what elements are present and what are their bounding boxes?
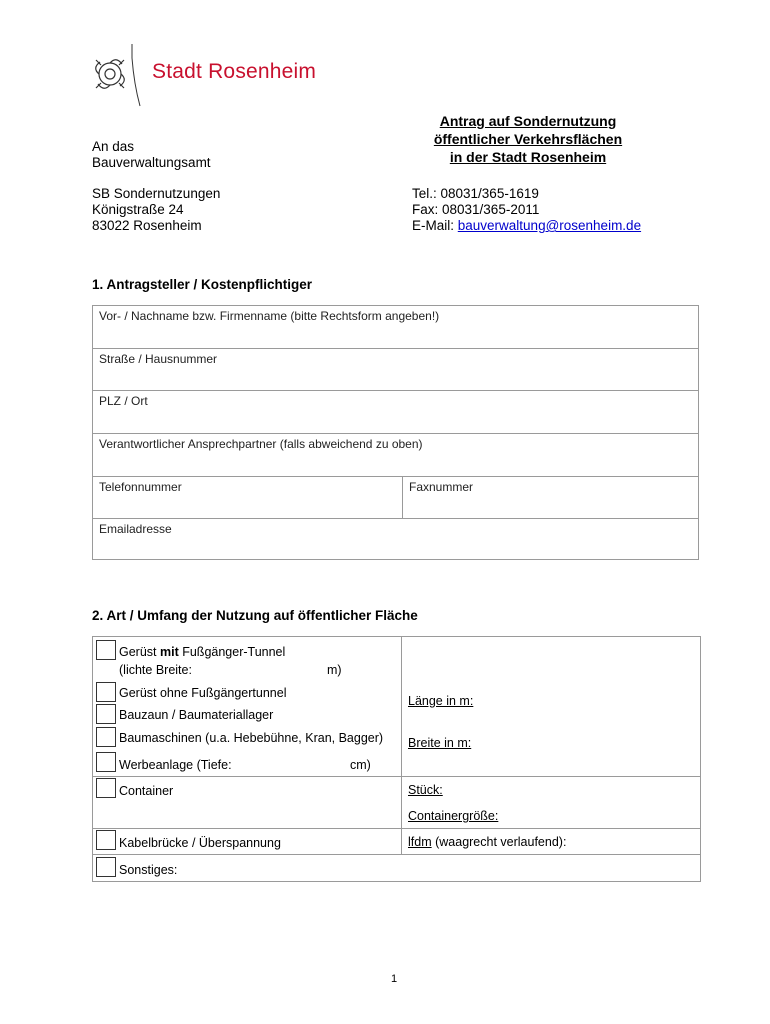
recipient-block xyxy=(92,139,211,171)
phone-input[interactable] xyxy=(97,495,398,515)
opt1-bold: mit xyxy=(160,645,179,659)
row-divider xyxy=(93,854,700,855)
title-line: Antrag auf Sondernutzung xyxy=(439,113,617,129)
title-line: in der Stadt Rosenheim xyxy=(449,149,607,165)
recipient-line: 83022 Rosenheim xyxy=(92,218,202,233)
email-input[interactable] xyxy=(97,537,694,557)
scaffold-with-tunnel-checkbox[interactable] xyxy=(96,640,116,660)
fax-label: Faxnummer xyxy=(409,480,474,494)
email-link[interactable]: bauverwaltung@rosenheim.de xyxy=(457,218,642,233)
clear-width-label: (lichte Breite: xyxy=(119,663,192,677)
opt1-text: Gerüst xyxy=(119,645,160,659)
container-label: Container xyxy=(119,784,174,798)
cable-bridge-checkbox[interactable] xyxy=(96,830,116,850)
contact-person-row xyxy=(93,433,698,475)
fax-input[interactable] xyxy=(407,495,694,515)
row-divider xyxy=(93,828,700,829)
column-divider xyxy=(402,477,403,518)
page-number: 1 xyxy=(391,973,398,985)
contact-fax: Fax: 08031/365-2011 xyxy=(412,202,540,217)
logo-text: Stadt Rosenheim xyxy=(152,60,317,83)
pieces-label: Stück: xyxy=(408,783,443,797)
scaffold-without-tunnel-label: Gerüst ohne Fußgängertunnel xyxy=(119,686,287,700)
width-label: Breite in m: xyxy=(408,736,472,750)
other-checkbox[interactable] xyxy=(96,857,116,877)
container-checkbox[interactable] xyxy=(96,778,116,798)
name-row xyxy=(93,306,698,348)
form-title xyxy=(410,112,646,166)
plz-input[interactable] xyxy=(97,409,694,429)
email-row xyxy=(93,518,698,560)
lfdm-text: lfdm xyxy=(408,835,432,849)
advertising-checkbox[interactable] xyxy=(96,752,116,772)
rosenheim-coat-of-arms-logo xyxy=(88,44,148,110)
section1-heading: 1. Antragsteller / Kostenpflichtiger xyxy=(92,277,313,292)
construction-machines-checkbox[interactable] xyxy=(96,727,116,747)
name-input[interactable] xyxy=(97,325,694,345)
applicant-table xyxy=(92,305,699,560)
construction-fence-label: Bauzaun / Baumateriallager xyxy=(119,708,274,722)
contact-person-label: Verantwortlicher Ansprechpartner (falls abweichend zu oben) xyxy=(99,437,423,451)
name-label: Vor- / Nachname bzw. Firmenname (bitte Rechtsform angeben!) xyxy=(99,309,440,323)
recipient-line: SB Sondernutzungen xyxy=(92,186,221,201)
running-meter-label xyxy=(408,835,566,849)
contact-block xyxy=(412,186,641,234)
length-label: Länge in m: xyxy=(408,694,474,708)
contact-tel: Tel.: 08031/365-1619 xyxy=(412,186,539,201)
scaffold-without-tunnel-checkbox[interactable] xyxy=(96,682,116,702)
opt1-text: Fußgänger-Tunnel xyxy=(178,645,286,659)
street-input[interactable] xyxy=(97,367,694,387)
usage-table xyxy=(92,636,701,882)
recipient-line: An das xyxy=(92,139,135,154)
email-label: Emailadresse xyxy=(99,522,172,536)
advertising-label: Werbeanlage (Tiefe: xyxy=(119,758,232,772)
lfdm-post-text: (waagrecht verlaufend): xyxy=(431,835,567,849)
construction-machines-label: Baumaschinen (u.a. Hebebühne, Kran, Bagger) xyxy=(119,731,384,745)
construction-fence-checkbox[interactable] xyxy=(96,704,116,724)
recipient-line: Bauverwaltungsamt xyxy=(92,155,211,170)
scaffold-with-tunnel-label xyxy=(119,644,285,660)
clear-width-unit: m) xyxy=(327,663,342,677)
other-label: Sonstiges: xyxy=(119,863,178,877)
advertising-unit: cm) xyxy=(350,758,371,772)
plz-label: PLZ / Ort xyxy=(99,394,148,408)
contact-email-line xyxy=(412,218,641,234)
plz-row xyxy=(93,390,698,432)
cable-bridge-label: Kabelbrücke / Überspannung xyxy=(119,836,281,850)
column-divider xyxy=(401,637,402,854)
street-row xyxy=(93,348,698,390)
recipient-address xyxy=(92,186,220,234)
recipient-line: Königstraße 24 xyxy=(92,202,184,217)
phone-label: Telefonnummer xyxy=(99,480,182,494)
container-size-label: Containergröße: xyxy=(408,809,499,823)
title-line: öffentlicher Verkehrsflächen xyxy=(433,131,623,147)
email-prefix: E-Mail: xyxy=(412,218,458,233)
phone-fax-row xyxy=(93,476,698,518)
row-divider xyxy=(93,776,700,777)
contact-person-input[interactable] xyxy=(97,452,694,472)
section2-heading: 2. Art / Umfang der Nutzung auf öffentlicher Fläche xyxy=(92,608,418,623)
street-label: Straße / Hausnummer xyxy=(99,352,218,366)
